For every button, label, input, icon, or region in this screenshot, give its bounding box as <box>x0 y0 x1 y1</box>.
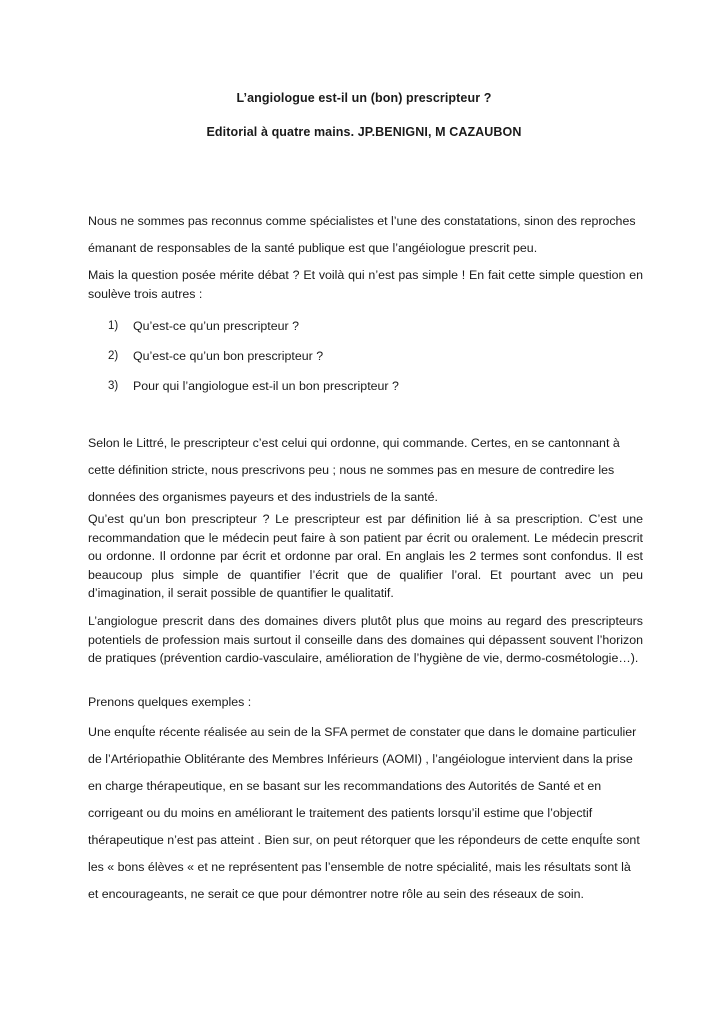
question-number: 2) <box>108 350 119 362</box>
paragraph-4: Qu’est qu’un bon prescripteur ? Le prescripteur est par définition lié à sa prescription. C’est une recommandation que le médecin peut faire à son patient par écrit ou oralement. Le médecin prescrit ou ordonne. Il ordonne par écrit et ordonne par oral. En anglais les 2 termes sont confondus. Il est beaucoup plus simple de quantifier l’écrit que de qualifier l’oral. Et pourtant avec un peu d’imagination, il serait possible de quantifier le qualitatif. <box>88 512 643 600</box>
question-item <box>108 347 628 377</box>
document-subtitle: Editorial à quatre mains. JP.BENIGNI, M CAZAUBON <box>206 125 522 139</box>
paragraph-2: Mais la question posée mérite débat ? Et voilà qui n’est pas simple ! En fait cette simple question en soulève trois autres : <box>88 268 643 301</box>
paragraph-7: Une enquÍte récente réalisée au sein de la SFA permet de constater que dans le domaine particulier de l’Artériopathie Oblitérante des Membres Inférieurs (AOMI) , l’angéiologue intervient dans la prise en charge thérapeutique, en se basant sur les recommandations des Autorités de Santé et en corrigeant ou du moins en améliorant le traitement des patients lorsqu’il estime que l’objectif thérapeutique n’est pas atteint . Bien sur, on peut rétorquer que les répondeurs de cette enquÍte sont les « bons élèves « et ne représentent pas l’ensemble de notre spécialité, mais les résultats sont là et encourageants, ne serait ce que pour démontrer notre rôle au sein des réseaux de soin. <box>88 725 640 901</box>
question-number: 1) <box>108 320 119 332</box>
question-item <box>108 377 628 407</box>
question-item <box>108 317 628 347</box>
paragraph-6: Prenons quelques exemples : <box>88 695 252 709</box>
question-text: Pour qui l’angiologue est-il un bon prescripteur ? <box>133 379 399 393</box>
paragraph-1: Nous ne sommes pas reconnus comme spécialistes et l’une des constatations, sinon des reproches émanant de responsables de la santé publique est que l’angéiologue prescrit peu. <box>88 214 636 255</box>
paragraph-5: L’angiologue prescrit dans des domaines divers plutôt plus que moins au regard des prescripteurs potentiels de profession mais surtout il conseille dans des domaines qui dépassent souvent l’horizon de pratiques (prévention cardio-vasculaire, amélioration de l’hygiène de vie, dermo-cosmétologie…). <box>88 614 643 665</box>
paragraph-3: Selon le Littré, le prescripteur c’est celui qui ordonne, qui commande. Certes, en se cantonnant à cette définition stricte, nous prescrivons peu ; nous ne sommes pas en mesure de contredire les données des organismes payeurs et des industriels de la santé. <box>88 436 620 504</box>
document-title: L’angiologue est-il un (bon) prescripteur ? <box>236 91 492 105</box>
question-text: Qu’est-ce qu’un bon prescripteur ? <box>133 349 324 363</box>
question-number: 3) <box>108 380 119 392</box>
question-list <box>108 317 628 407</box>
question-text: Qu’est-ce qu’un prescripteur ? <box>133 319 299 333</box>
